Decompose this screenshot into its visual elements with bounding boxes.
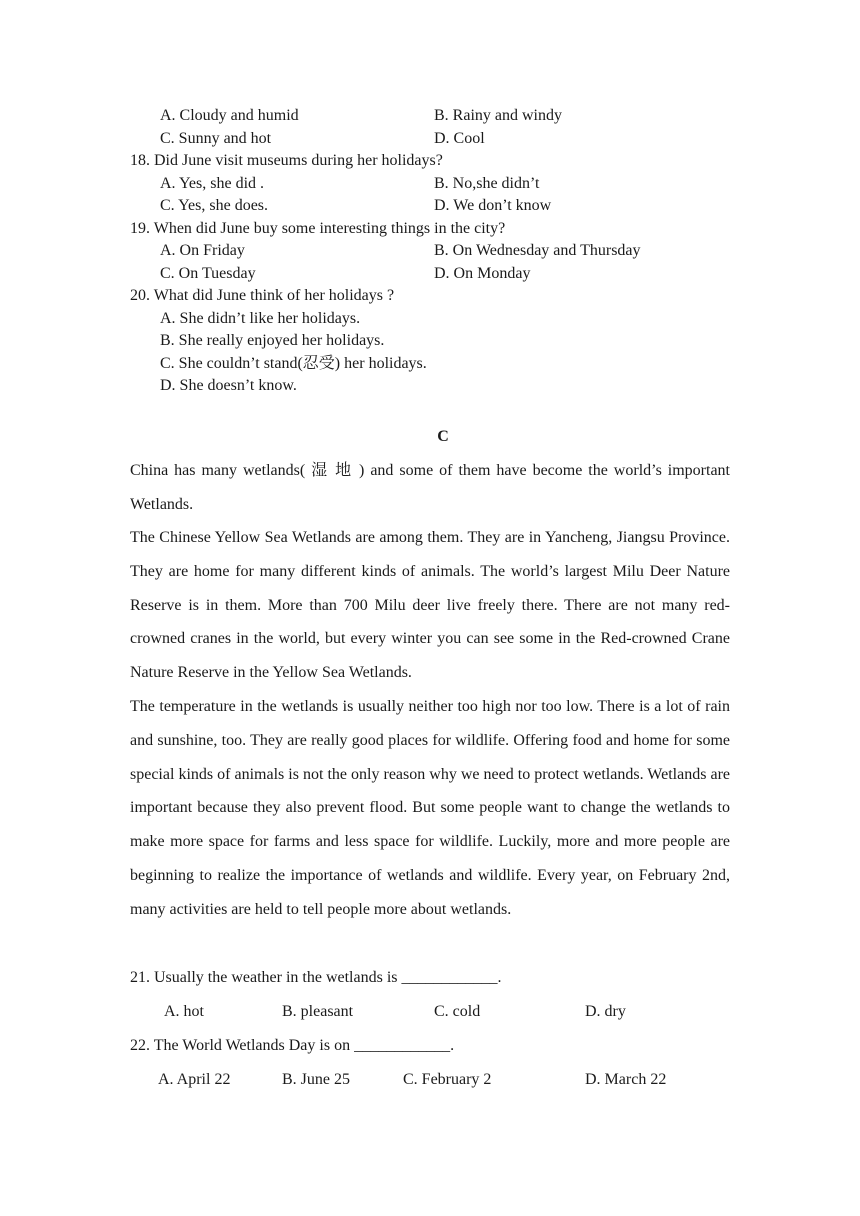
q19-option-d: D. On Monday bbox=[434, 265, 531, 282]
q22-option-a: A. April 22 bbox=[158, 1071, 231, 1088]
q18-option-b: B. No,she didn’t bbox=[434, 175, 540, 192]
q17-option-d: D. Cool bbox=[434, 130, 485, 147]
q20-option-d: D. She doesn’t know. bbox=[160, 377, 297, 394]
q19-question: 19. When did June buy some interesting things in the city? bbox=[130, 220, 506, 237]
q17-option-b: B. Rainy and windy bbox=[434, 107, 562, 124]
q21-option-a: A. hot bbox=[164, 1003, 204, 1020]
q18-option-d: D. We don’t know bbox=[434, 197, 552, 214]
q22-option-c: C. February 2 bbox=[403, 1071, 492, 1088]
q18-question: 18. Did June visit museums during her holidays? bbox=[130, 152, 443, 169]
q19-option-a: A. On Friday bbox=[160, 242, 245, 259]
q17-option-a: A. Cloudy and humid bbox=[160, 107, 299, 124]
q21-option-b: B. pleasant bbox=[282, 1003, 354, 1020]
q22-question: 22. The World Wetlands Day is on ____________. bbox=[130, 1037, 455, 1054]
q21-option-c: C. cold bbox=[434, 1003, 481, 1020]
passage-paragraph-2: The Chinese Yellow Sea Wetlands are among them. They are in Yancheng, Jiangsu Province. They are home for many different kinds of animals. The world’s largest Milu Deer Nature Reserve is in them. More than 700 Milu deer live freely there. There are not many red-crowned cranes in the world, but every winter you can see some in the Red-crowned Crane Nature Reserve in the Yellow Sea Wetlands. bbox=[130, 529, 730, 682]
section-heading: C bbox=[437, 428, 449, 445]
cursor-mark bbox=[156, 1074, 160, 1078]
q19-option-c: C. On Tuesday bbox=[160, 265, 256, 282]
q22-option-d: D. March 22 bbox=[585, 1071, 667, 1088]
q19-option-b: B. On Wednesday and Thursday bbox=[434, 242, 641, 259]
q17-option-c: C. Sunny and hot bbox=[160, 130, 272, 147]
q18-option-a: A. Yes, she did . bbox=[160, 175, 265, 192]
passage-paragraph-3: The temperature in the wetlands is usually neither too high nor too low. There is a lot of rain and sunshine, too. They are really good places for wildlife. Offering food and home for some special kinds of animals is not the only reason why we need to protect wetlands. Wetlands are important because they also prevent flood. But some people want to change the wetlands to make more space for farms and less space for wildlife. Luckily, more and more people are beginning to realize the importance of wetlands and wildlife. Every year, on February 2nd, many activities are held to tell people more about wetlands. bbox=[130, 698, 730, 918]
q20-option-a: A. She didn’t like her holidays. bbox=[160, 310, 361, 327]
q20-option-b: B. She really enjoyed her holidays. bbox=[160, 332, 385, 349]
q20-question: 20. What did June think of her holidays ? bbox=[130, 287, 395, 304]
q18-option-c: C. Yes, she does. bbox=[160, 197, 269, 214]
q20-option-c: C. She couldn’t stand(忍受) her holidays. bbox=[160, 355, 427, 372]
passage-paragraph-1: China has many wetlands( 湿 地 ) and some of them have become the world’s important Wetlands. bbox=[130, 462, 730, 513]
q22-option-b: B. June 25 bbox=[282, 1071, 350, 1088]
q21-option-d: D. dry bbox=[585, 1003, 626, 1020]
q21-question: 21. Usually the weather in the wetlands is ____________. bbox=[130, 969, 502, 986]
